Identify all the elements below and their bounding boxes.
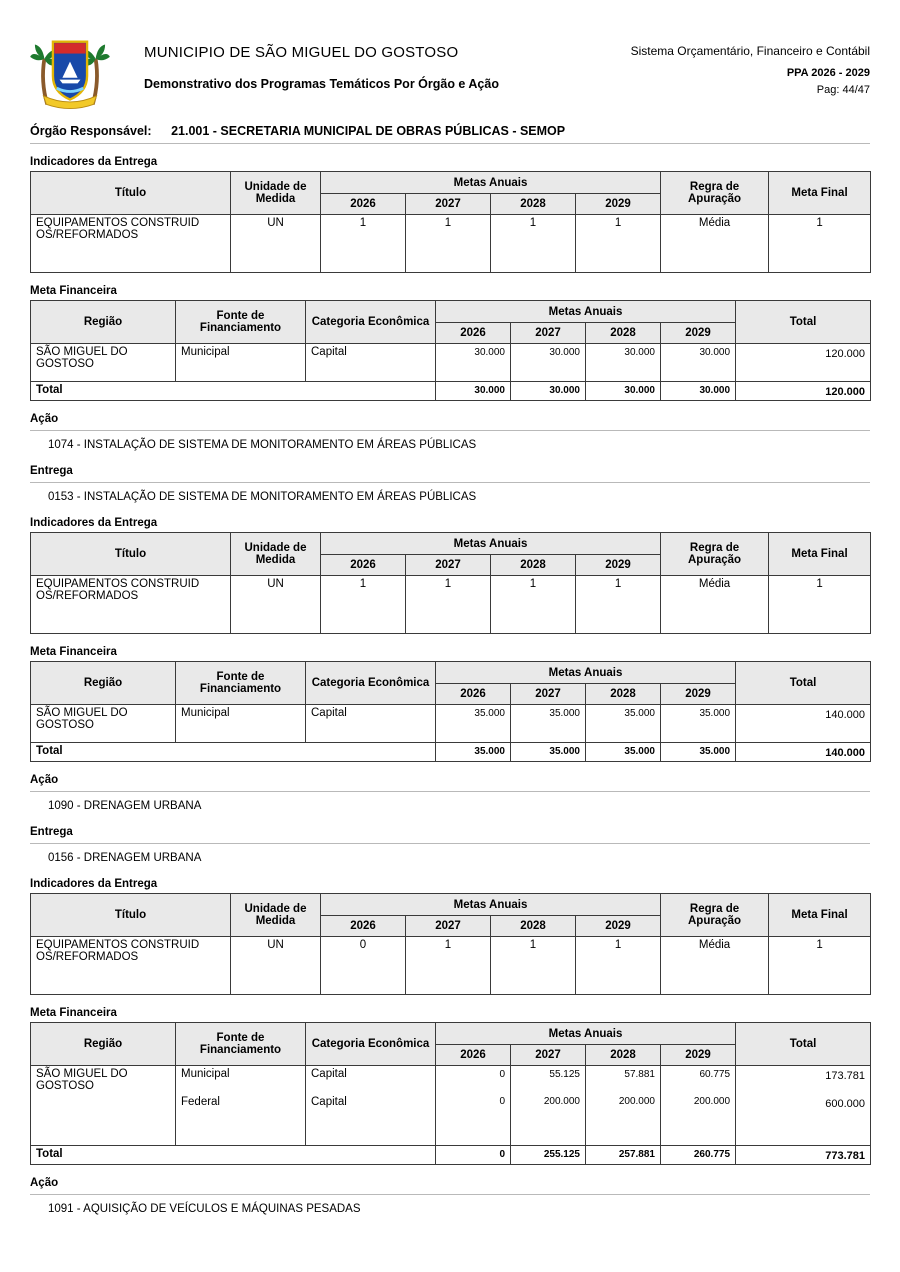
- col-header-titulo: Título: [31, 533, 231, 576]
- section-label-indicadores-1: Indicadores da Entrega: [30, 156, 158, 168]
- cell-2026: 1: [321, 215, 406, 273]
- section-label-acao-2: Ação: [30, 774, 59, 786]
- cell-regra: Média: [661, 215, 769, 273]
- total-grand: 120.000: [736, 382, 871, 401]
- col-header-categoria: Categoria Econômica: [306, 1023, 436, 1066]
- col-header-2028: 2028: [586, 323, 661, 344]
- acao-value-1074: 1074 - INSTALAÇÃO DE SISTEMA DE MONITORAMENTO EM ÁREAS PÚBLICAS: [48, 439, 477, 451]
- system-name: Sistema Orçamentário, Financeiro e Contábil: [630, 44, 870, 58]
- col-header-2027: 2027: [511, 684, 586, 705]
- cell-2026: 30.000: [436, 344, 511, 382]
- total-2028: 35.000: [586, 743, 661, 762]
- cell-titulo: EQUIPAMENTOS CONSTRUIDOS/REFORMADOS: [31, 215, 231, 273]
- cell-categoria: [306, 1066, 436, 1146]
- col-header-2029: 2029: [661, 1045, 736, 1066]
- col-header-2026: 2026: [436, 1045, 511, 1066]
- col-header-fonte: Fonte de Financiamento: [176, 301, 306, 344]
- meta-financeira-table-3: [30, 1022, 871, 1165]
- total-2029: 30.000: [661, 382, 736, 401]
- report-header: [30, 36, 870, 110]
- col-header-2028: 2028: [586, 1045, 661, 1066]
- cell-2028: [586, 1066, 661, 1146]
- total-2026: 30.000: [436, 382, 511, 401]
- table-row: [31, 215, 871, 273]
- col-header-titulo: Título: [31, 172, 231, 215]
- col-header-unidade: Unidade de Medida: [231, 533, 321, 576]
- organ-line: [30, 124, 870, 138]
- col-header-fonte: Fonte de Financiamento: [176, 1023, 306, 1066]
- entrega-value-0156: 0156 - DRENAGEM URBANA: [48, 852, 202, 864]
- municipality-title: MUNICIPIO DE SÃO MIGUEL DO GOSTOSO: [144, 44, 459, 61]
- cell-2028: 1: [491, 937, 576, 995]
- value-line-2: 200.000: [693, 1096, 731, 1107]
- col-header-2028: 2028: [491, 555, 576, 576]
- cell-2026: 0: [321, 937, 406, 995]
- col-header-regra: Regra de Apuração: [661, 894, 769, 937]
- cell-2028: 35.000: [586, 705, 661, 743]
- total-2029: 35.000: [661, 743, 736, 762]
- col-header-titulo: Título: [31, 894, 231, 937]
- divider: [30, 843, 870, 844]
- value-line-2: 200.000: [618, 1096, 655, 1107]
- cell-fonte: [176, 1066, 306, 1146]
- acao-value-1091: 1091 - AQUISIÇÃO DE VEÍCULOS E MÁQUINAS PESADAS: [48, 1203, 361, 1215]
- total-2027: 255.125: [511, 1146, 586, 1165]
- col-header-metas-anuais: Metas Anuais: [321, 533, 661, 555]
- table-row: [31, 344, 871, 382]
- value-line-1: 57.881: [624, 1069, 655, 1080]
- divider: [30, 1194, 870, 1195]
- cell-2028: 30.000: [586, 344, 661, 382]
- cell-regiao: SÃO MIGUEL DO GOSTOSO: [31, 705, 176, 743]
- col-header-metas-anuais: Metas Anuais: [321, 894, 661, 916]
- col-header-total: Total: [736, 301, 871, 344]
- page-number: Pag: 44/47: [816, 84, 870, 96]
- col-header-categoria: Categoria Econômica: [306, 662, 436, 705]
- divider: [30, 143, 870, 144]
- col-header-metas-anuais: Metas Anuais: [436, 301, 736, 323]
- col-header-regiao: Região: [31, 301, 176, 344]
- cell-total: 140.000: [736, 705, 871, 743]
- col-header-metas-anuais: Metas Anuais: [436, 1023, 736, 1045]
- fonte-line-2: Federal: [181, 1096, 220, 1108]
- cell-2027: 1: [406, 937, 491, 995]
- total-row: [31, 1146, 871, 1165]
- col-header-regra: Regra de Apuração: [661, 172, 769, 215]
- cell-fonte: Municipal: [176, 705, 306, 743]
- cell-unidade: UN: [231, 215, 321, 273]
- cell-2027: 30.000: [511, 344, 586, 382]
- col-header-regiao: Região: [31, 662, 176, 705]
- cell-total: 120.000: [736, 344, 871, 382]
- total-2026: 35.000: [436, 743, 511, 762]
- section-label-acao-1: Ação: [30, 413, 59, 425]
- indicadores-table-1: [30, 171, 871, 273]
- total-line-1: 173.781: [825, 1070, 866, 1082]
- total-2029: 260.775: [661, 1146, 736, 1165]
- divider: [30, 791, 870, 792]
- total-line-2: 600.000: [825, 1098, 866, 1110]
- meta-financeira-table-1: [30, 300, 871, 401]
- cell-2027: [511, 1066, 586, 1146]
- report-subtitle: Demonstrativo dos Programas Temáticos Por Órgão e Ação: [144, 77, 499, 91]
- col-header-2026: 2026: [321, 555, 406, 576]
- table-row: [31, 705, 871, 743]
- categoria-line-2: Capital: [311, 1096, 347, 1108]
- table-row: [31, 937, 871, 995]
- col-header-2028: 2028: [586, 684, 661, 705]
- total-grand: 773.781: [736, 1146, 871, 1165]
- header-meta: [631, 36, 870, 96]
- cell-2029: 1: [576, 215, 661, 273]
- cell-2029: [661, 1066, 736, 1146]
- value-line-1: 0: [499, 1069, 505, 1080]
- total-2028: 30.000: [586, 382, 661, 401]
- section-label-indicadores-3: Indicadores da Entrega: [30, 878, 158, 890]
- col-header-2028: 2028: [491, 194, 576, 215]
- col-header-meta-final: Meta Final: [769, 533, 871, 576]
- cell-total: [736, 1066, 871, 1146]
- total-grand: 140.000: [736, 743, 871, 762]
- cell-2027: 1: [406, 215, 491, 273]
- cell-titulo: EQUIPAMENTOS CONSTRUIDOS/REFORMADOS: [31, 937, 231, 995]
- section-label-indicadores-2: Indicadores da Entrega: [30, 517, 158, 529]
- col-header-2026: 2026: [436, 323, 511, 344]
- value-line-1: 55.125: [549, 1069, 580, 1080]
- ppa-range: PPA 2026 - 2029: [786, 67, 870, 79]
- table-row: [31, 1066, 871, 1146]
- col-header-metas-anuais: Metas Anuais: [436, 662, 736, 684]
- indicadores-table-2: [30, 532, 871, 634]
- total-2026: 0: [436, 1146, 511, 1165]
- col-header-2027: 2027: [406, 555, 491, 576]
- total-2027: 30.000: [511, 382, 586, 401]
- cell-regra: Média: [661, 576, 769, 634]
- value-line-2: 200.000: [543, 1096, 580, 1107]
- indicadores-table-3: [30, 893, 871, 995]
- col-header-2029: 2029: [576, 194, 661, 215]
- cell-2029: 1: [576, 576, 661, 634]
- col-header-unidade: Unidade de Medida: [231, 894, 321, 937]
- cell-2026: 1: [321, 576, 406, 634]
- col-header-meta-final: Meta Final: [769, 172, 871, 215]
- entrega-value-0153: 0153 - INSTALAÇÃO DE SISTEMA DE MONITORAMENTO EM ÁREAS PÚBLICAS: [48, 491, 477, 503]
- cell-2026: [436, 1066, 511, 1146]
- cell-titulo: EQUIPAMENTOS CONSTRUIDOS/REFORMADOS: [31, 576, 231, 634]
- header-titles: [144, 36, 631, 91]
- cell-2028: 1: [491, 576, 576, 634]
- total-row: [31, 382, 871, 401]
- meta-financeira-table-2: [30, 661, 871, 762]
- total-row: [31, 743, 871, 762]
- col-header-2029: 2029: [576, 555, 661, 576]
- cell-2029: 1: [576, 937, 661, 995]
- col-header-2029: 2029: [661, 684, 736, 705]
- total-2027: 35.000: [511, 743, 586, 762]
- col-header-2029: 2029: [576, 916, 661, 937]
- organ-value: 21.001 - SECRETARIA MUNICIPAL DE OBRAS PÚBLICAS - SEMOP: [171, 124, 566, 138]
- cell-regiao: SÃO MIGUEL DO GOSTOSO: [31, 1066, 176, 1146]
- cell-2028: 1: [491, 215, 576, 273]
- col-header-2027: 2027: [406, 916, 491, 937]
- section-label-meta-financeira-1: Meta Financeira: [30, 285, 117, 297]
- total-label: Total: [31, 382, 436, 401]
- cell-unidade: UN: [231, 576, 321, 634]
- col-header-fonte: Fonte de Financiamento: [176, 662, 306, 705]
- cell-2029: 30.000: [661, 344, 736, 382]
- col-header-2028: 2028: [491, 916, 576, 937]
- municipality-crest-icon: [30, 36, 110, 110]
- col-header-2027: 2027: [511, 1045, 586, 1066]
- col-header-categoria: Categoria Econômica: [306, 301, 436, 344]
- cell-2026: 35.000: [436, 705, 511, 743]
- section-label-entrega-2: Entrega: [30, 826, 73, 838]
- cell-2029: 35.000: [661, 705, 736, 743]
- cell-meta-final: 1: [769, 937, 871, 995]
- cell-2027: 1: [406, 576, 491, 634]
- organ-label: Órgão Responsável:: [30, 124, 152, 138]
- section-label-meta-financeira-2: Meta Financeira: [30, 646, 117, 658]
- total-label: Total: [31, 743, 436, 762]
- cell-regiao: SÃO MIGUEL DO GOSTOSO: [31, 344, 176, 382]
- cell-meta-final: 1: [769, 576, 871, 634]
- cell-categoria: Capital: [306, 705, 436, 743]
- col-header-2026: 2026: [321, 194, 406, 215]
- cell-meta-final: 1: [769, 215, 871, 273]
- table-row: [31, 576, 871, 634]
- col-header-total: Total: [736, 1023, 871, 1066]
- col-header-2026: 2026: [436, 684, 511, 705]
- cell-fonte: Municipal: [176, 344, 306, 382]
- divider: [30, 430, 870, 431]
- total-2028: 257.881: [586, 1146, 661, 1165]
- total-label: Total: [31, 1146, 436, 1165]
- categoria-line-1: Capital: [311, 1068, 347, 1080]
- fonte-line-1: Municipal: [181, 1068, 230, 1080]
- col-header-2029: 2029: [661, 323, 736, 344]
- acao-value-1090: 1090 - DRENAGEM URBANA: [48, 800, 202, 812]
- section-label-entrega-1: Entrega: [30, 465, 73, 477]
- col-header-2027: 2027: [406, 194, 491, 215]
- cell-categoria: Capital: [306, 344, 436, 382]
- col-header-regra: Regra de Apuração: [661, 533, 769, 576]
- section-label-acao-3: Ação: [30, 1177, 59, 1189]
- cell-2027: 35.000: [511, 705, 586, 743]
- cell-regra: Média: [661, 937, 769, 995]
- cell-unidade: UN: [231, 937, 321, 995]
- value-line-1: 60.775: [699, 1069, 731, 1080]
- section-label-meta-financeira-3: Meta Financeira: [30, 1007, 117, 1019]
- col-header-regiao: Região: [31, 1023, 176, 1066]
- value-line-2: 0: [499, 1096, 505, 1107]
- col-header-total: Total: [736, 662, 871, 705]
- col-header-meta-final: Meta Final: [769, 894, 871, 937]
- col-header-unidade: Unidade de Medida: [231, 172, 321, 215]
- col-header-metas-anuais: Metas Anuais: [321, 172, 661, 194]
- col-header-2027: 2027: [511, 323, 586, 344]
- divider: [30, 482, 870, 483]
- col-header-2026: 2026: [321, 916, 406, 937]
